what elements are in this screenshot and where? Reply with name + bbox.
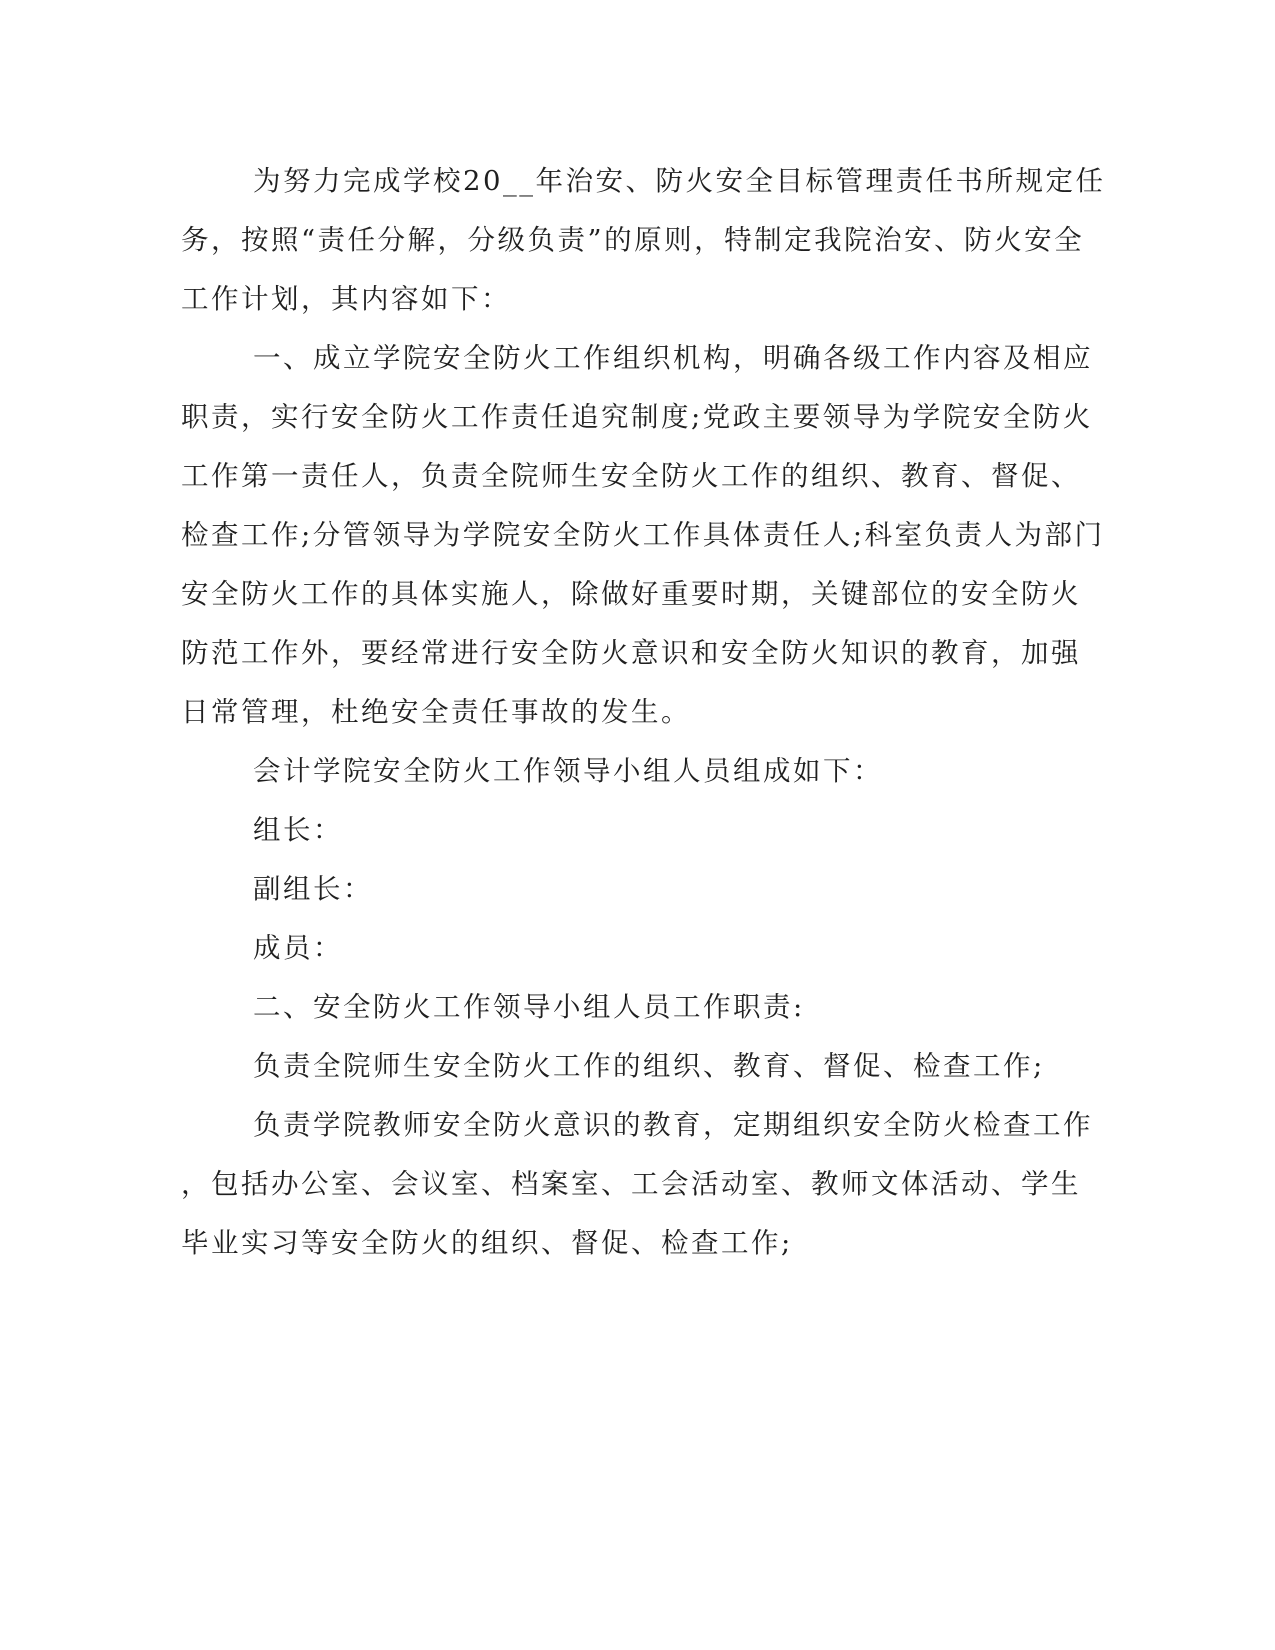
text-line: 毕业实习等安全防火的组织、督促、检查工作;: [181, 1227, 793, 1259]
paragraph-duty-one: [181, 1037, 1045, 1096]
text-line: ，包括办公室、会议室、档案室、工会活动室、教师文体活动、学生: [181, 1168, 1081, 1200]
text-line: 为努力完成学校20__年治安、防火安全目标管理责任书所规定任: [253, 165, 1106, 197]
paragraph-deputy-leader: [181, 860, 1041, 919]
text-line: 负责全院师生安全防火工作的组织、教育、督促、检查工作;: [253, 1050, 1045, 1082]
paragraph-section-one: [181, 329, 1105, 742]
document-body: [181, 152, 1106, 1273]
text-line: 安全防火工作的具体实施人，除做好重要时期，关键部位的安全防火: [181, 578, 1081, 610]
text-line: 防范工作外，要经常进行安全防火意识和安全防火知识的教育，加强: [181, 637, 1081, 669]
paragraph-members: [181, 919, 1041, 978]
paragraph-group-intro: [181, 742, 1041, 801]
text-line: 务，按照“责任分解，分级负责”的原则，特制定我院治安、防火安全: [181, 224, 1085, 256]
text-line: 工作第一责任人，负责全院师生安全防火工作的组织、教育、督促、: [181, 460, 1081, 492]
text-line: 职责，实行安全防火工作责任追究制度;党政主要领导为学院安全防火: [181, 401, 1093, 433]
paragraph-intro: [181, 152, 1106, 329]
paragraph-group-leader: [181, 801, 1041, 860]
paragraph-duty-two: [181, 1096, 1093, 1273]
text-line: 一、成立学院安全防火工作组织机构，明确各级工作内容及相应: [253, 342, 1093, 374]
text-line: 负责学院教师安全防火意识的教育，定期组织安全防火检查工作: [253, 1109, 1093, 1141]
text-line: 工作计划，其内容如下：: [181, 283, 511, 315]
text-line: 会计学院安全防火工作领导小组人员组成如下：: [253, 755, 883, 787]
text-line: 二、安全防火工作领导小组人员工作职责:: [253, 991, 805, 1023]
text-line: 副组长：: [253, 873, 373, 905]
text-line: 成员：: [253, 932, 343, 964]
text-line: 组长：: [253, 814, 343, 846]
text-line: 检查工作;分管领导为学院安全防火工作具体责任人;科室负责人为部门: [181, 519, 1105, 551]
paragraph-section-two: [181, 978, 1041, 1037]
text-line: 日常管理，杜绝安全责任事故的发生。: [181, 696, 691, 728]
